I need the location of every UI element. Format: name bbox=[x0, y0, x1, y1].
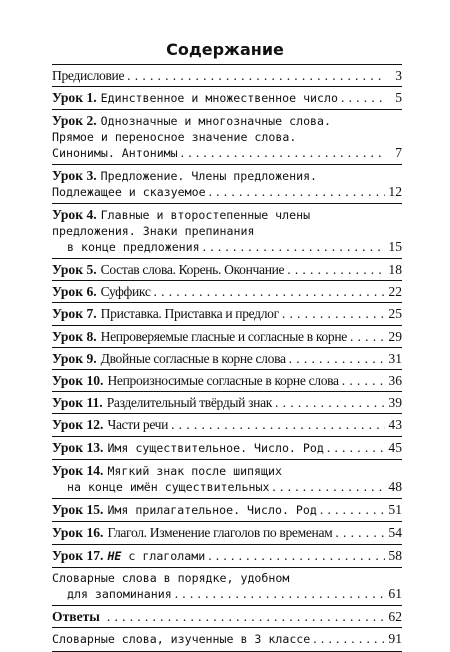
lesson-number: Урок 4. bbox=[52, 207, 97, 223]
page-number: 15 bbox=[388, 238, 402, 254]
toc-line bbox=[52, 502, 402, 518]
entry-title: Словарные слова в порядке, удобном bbox=[52, 570, 290, 585]
page-number: 36 bbox=[388, 373, 402, 389]
entry-title: Состав слова. Корень. Окончание bbox=[100, 262, 285, 278]
entry-title: Подлежащее и сказуемое bbox=[52, 185, 206, 200]
toc-entry bbox=[52, 203, 402, 258]
page-number: 3 bbox=[395, 68, 402, 83]
toc-line bbox=[52, 571, 402, 586]
toc-line bbox=[52, 284, 402, 299]
lesson-number: Урок 1. bbox=[52, 90, 97, 106]
page-number: 7 bbox=[395, 144, 402, 160]
toc-line bbox=[52, 631, 402, 647]
dot-leader bbox=[209, 184, 385, 199]
toc-line bbox=[52, 395, 402, 410]
lesson-number: Урок 6. bbox=[52, 284, 97, 300]
page-number: 25 bbox=[388, 306, 402, 322]
lesson-number: Урок 11. bbox=[52, 395, 103, 411]
lesson-number: Урок 13. bbox=[52, 439, 104, 455]
toc-entry bbox=[52, 258, 402, 280]
dot-leader bbox=[203, 239, 385, 254]
toc-entry bbox=[52, 436, 402, 459]
table-of-contents bbox=[52, 64, 402, 652]
dot-leader bbox=[287, 262, 385, 277]
page-number: 31 bbox=[388, 350, 402, 366]
toc-line bbox=[52, 548, 402, 564]
entry-title: Двойные согласные в корне слова bbox=[100, 350, 286, 366]
dot-leader bbox=[282, 306, 385, 321]
toc-line bbox=[52, 373, 402, 388]
dot-leader bbox=[289, 351, 385, 366]
toc-line bbox=[52, 479, 402, 495]
lesson-number: Урок 7. bbox=[52, 306, 97, 322]
toc-line bbox=[52, 130, 402, 145]
toc-line bbox=[52, 224, 402, 239]
entry-title: Синонимы. Антонимы bbox=[52, 145, 178, 160]
toc-line bbox=[52, 351, 402, 366]
toc-line bbox=[52, 525, 402, 540]
entry-title: на конце имён существительных bbox=[67, 480, 270, 495]
page-number: 51 bbox=[388, 502, 402, 518]
entry-title: Мягкий знак после шипящих bbox=[107, 463, 282, 478]
toc-entry bbox=[52, 498, 402, 521]
toc-line bbox=[52, 262, 402, 277]
dot-leader bbox=[107, 609, 385, 624]
entry-title: Прямое и переносное значение слова. bbox=[52, 129, 297, 144]
lesson-number: Урок 17. bbox=[52, 547, 104, 563]
toc-line bbox=[52, 329, 402, 344]
toc-entry bbox=[52, 65, 402, 86]
page-number: 29 bbox=[388, 328, 402, 344]
lesson-number: Урок 5. bbox=[52, 262, 97, 278]
toc-entry bbox=[52, 544, 402, 567]
dot-leader bbox=[327, 440, 385, 455]
entry-title: Предисловие bbox=[52, 68, 125, 83]
entry-title-rest: с глаголами bbox=[121, 548, 206, 563]
toc-entry bbox=[52, 459, 402, 498]
page-number: 61 bbox=[388, 586, 402, 602]
toc-line bbox=[52, 463, 402, 479]
dot-leader bbox=[320, 502, 385, 517]
toc-entry bbox=[52, 605, 402, 627]
entry-title: Имя существительное. Число. Род bbox=[107, 440, 324, 455]
lesson-number: Урок 2. bbox=[52, 113, 97, 129]
entry-title bbox=[107, 549, 205, 564]
toc-line bbox=[52, 68, 402, 83]
lesson-number: Урок 12. bbox=[52, 417, 104, 433]
toc-line bbox=[52, 239, 402, 255]
lesson-number: Урок 16. bbox=[52, 525, 104, 541]
toc-entry bbox=[52, 86, 402, 109]
dot-leader bbox=[127, 68, 385, 83]
entry-title: Приставка. Приставка и предлог bbox=[100, 306, 279, 322]
toc-entry bbox=[52, 164, 402, 203]
dot-leader bbox=[275, 395, 385, 410]
lesson-number: Урок 8. bbox=[52, 328, 97, 344]
entry-title: Главные и второстепенные члены bbox=[100, 208, 311, 223]
entry-title: Непроизносимые согласные в корне слова bbox=[107, 373, 339, 389]
lesson-number: Урок 10. bbox=[52, 373, 104, 389]
dot-leader bbox=[181, 145, 385, 160]
toc-line bbox=[52, 168, 402, 184]
toc-line bbox=[52, 306, 402, 321]
dot-leader bbox=[342, 373, 385, 388]
page-number: 39 bbox=[388, 395, 402, 411]
toc-entry bbox=[52, 391, 402, 413]
dot-leader bbox=[154, 284, 385, 299]
dot-leader bbox=[272, 479, 385, 494]
toc-entry bbox=[52, 347, 402, 369]
dot-leader bbox=[313, 631, 385, 646]
toc-line bbox=[52, 90, 402, 106]
dot-leader bbox=[175, 586, 385, 601]
emphasis-text: НЕ bbox=[107, 548, 122, 563]
page-number: 18 bbox=[388, 262, 402, 278]
dot-leader bbox=[208, 548, 385, 563]
entry-title: в конце предложения bbox=[67, 239, 200, 254]
page-number: 43 bbox=[388, 417, 402, 433]
page-number: 45 bbox=[388, 439, 402, 455]
page-number: 12 bbox=[388, 184, 402, 200]
toc-entry bbox=[52, 413, 402, 435]
lesson-number: Урок 9. bbox=[52, 350, 97, 366]
entry-title: Однозначные и многозначные слова. bbox=[100, 114, 331, 129]
entry-title: Суффикс bbox=[100, 284, 151, 300]
toc-line bbox=[52, 207, 402, 223]
page-title: Содержание bbox=[166, 40, 284, 59]
entry-title: предложения. Знаки препинания bbox=[52, 223, 255, 238]
toc-entry bbox=[52, 109, 402, 164]
entry-title: Глагол. Изменение глаголов по временам bbox=[107, 525, 333, 541]
entry-title: Имя прилагательное. Число. Род bbox=[107, 503, 317, 518]
dot-leader bbox=[341, 90, 385, 105]
lesson-number: Урок 14. bbox=[52, 462, 104, 478]
toc-entry bbox=[52, 627, 402, 650]
entry-title: для запоминания bbox=[67, 587, 172, 602]
page-number: 58 bbox=[388, 547, 402, 563]
toc-entry bbox=[52, 302, 402, 324]
lesson-number: Урок 15. bbox=[52, 502, 104, 518]
toc-entry bbox=[52, 280, 402, 302]
page-number: 62 bbox=[388, 609, 402, 625]
toc-line bbox=[52, 417, 402, 432]
toc-line bbox=[52, 609, 402, 624]
toc-line bbox=[52, 184, 402, 200]
entry-title: Разделительный твёрдый знак bbox=[106, 395, 273, 411]
toc-entry bbox=[52, 325, 402, 347]
page-number: 91 bbox=[388, 631, 402, 647]
page-number: 22 bbox=[388, 284, 402, 300]
entry-title: Единственное и множественное число bbox=[100, 91, 338, 106]
dot-leader bbox=[171, 417, 385, 432]
page-number: 48 bbox=[388, 479, 402, 495]
dot-leader bbox=[335, 525, 385, 540]
entry-title: Словарные слова, изученные в 3 классе bbox=[52, 632, 311, 647]
toc-entries bbox=[52, 65, 402, 651]
toc-line bbox=[52, 440, 402, 456]
entry-title: Предложение. Члены предложения. bbox=[100, 169, 318, 184]
page-number: 5 bbox=[395, 90, 402, 106]
entry-title: Части речи bbox=[107, 417, 169, 433]
toc-entry bbox=[52, 369, 402, 391]
toc-entry bbox=[52, 521, 402, 543]
dot-leader bbox=[350, 329, 385, 344]
page-number: 54 bbox=[388, 525, 402, 541]
lesson-number: Урок 3. bbox=[52, 168, 97, 184]
toc-line bbox=[52, 113, 402, 129]
toc-line bbox=[52, 145, 402, 161]
lesson-number: Ответы bbox=[52, 609, 100, 625]
entry-title: Непроверяемые гласные и согласные в корне bbox=[100, 328, 347, 344]
